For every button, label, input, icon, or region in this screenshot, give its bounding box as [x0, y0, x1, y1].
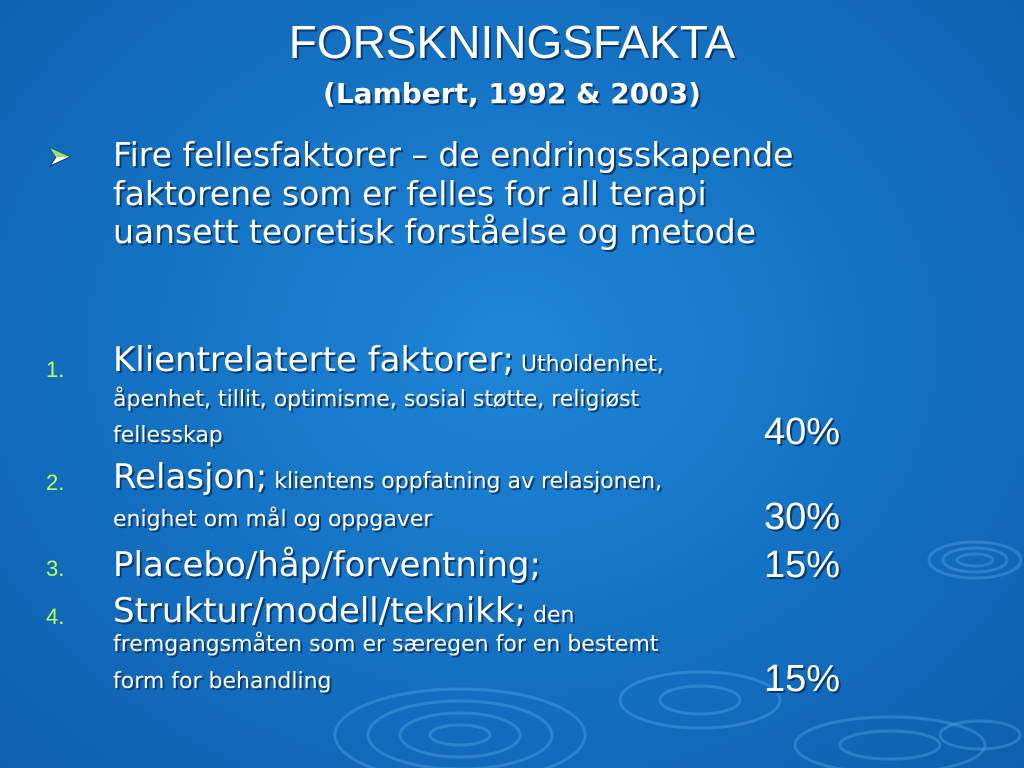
list-number-1: 1.	[46, 357, 65, 382]
list-item-2-detail: klientens oppfatning av relasjonen,	[274, 469, 663, 494]
list-item-1-detail: Utholdenhet,	[520, 352, 664, 377]
percent-2: 30%	[764, 496, 841, 538]
list-item-4-line3: form for behandling	[113, 669, 332, 694]
percent-1: 40%	[764, 411, 841, 453]
list-item-4-main: Struktur/modell/teknikk;	[113, 591, 526, 631]
list-item-3	[113, 543, 773, 592]
slide-subtitle: (Lambert, 1992 & 2003)	[323, 77, 701, 110]
list-number-2: 2.	[46, 470, 65, 495]
list-item-1-line2: åpenhet, tillit, optimisme, sosial støtte, religiøst	[113, 387, 640, 412]
percent-3: 15%	[764, 544, 841, 586]
list-item-4-detail: den	[532, 603, 575, 628]
list-item-2-line2: enighet om mål og oppgaver	[113, 507, 433, 532]
list-item-1-main: Klientrelaterte faktorer;	[113, 340, 514, 380]
slide-title: FORSKNINGSFAKTA	[288, 16, 736, 68]
intro-bullet-text: Fire fellesfaktorer – de endringsskapende faktorene som er felles for all terapi uansett teoretisk forståelse og metode	[113, 135, 794, 251]
list-item-2-main: Relasjon;	[113, 457, 268, 497]
list-number-4: 4.	[46, 604, 65, 629]
list-number-3: 3.	[46, 556, 65, 581]
list-item-3-main: Placebo/håp/forventning;	[113, 545, 541, 585]
list-item-2	[113, 457, 773, 502]
list-item-1-line3: fellesskap	[113, 423, 223, 448]
percent-4: 15%	[764, 658, 841, 700]
arrow-bullet-icon	[48, 146, 74, 168]
list-item-1	[113, 342, 773, 383]
list-item-4-line2: fremgangsmåten som er særegen for en bestemt	[113, 632, 659, 657]
